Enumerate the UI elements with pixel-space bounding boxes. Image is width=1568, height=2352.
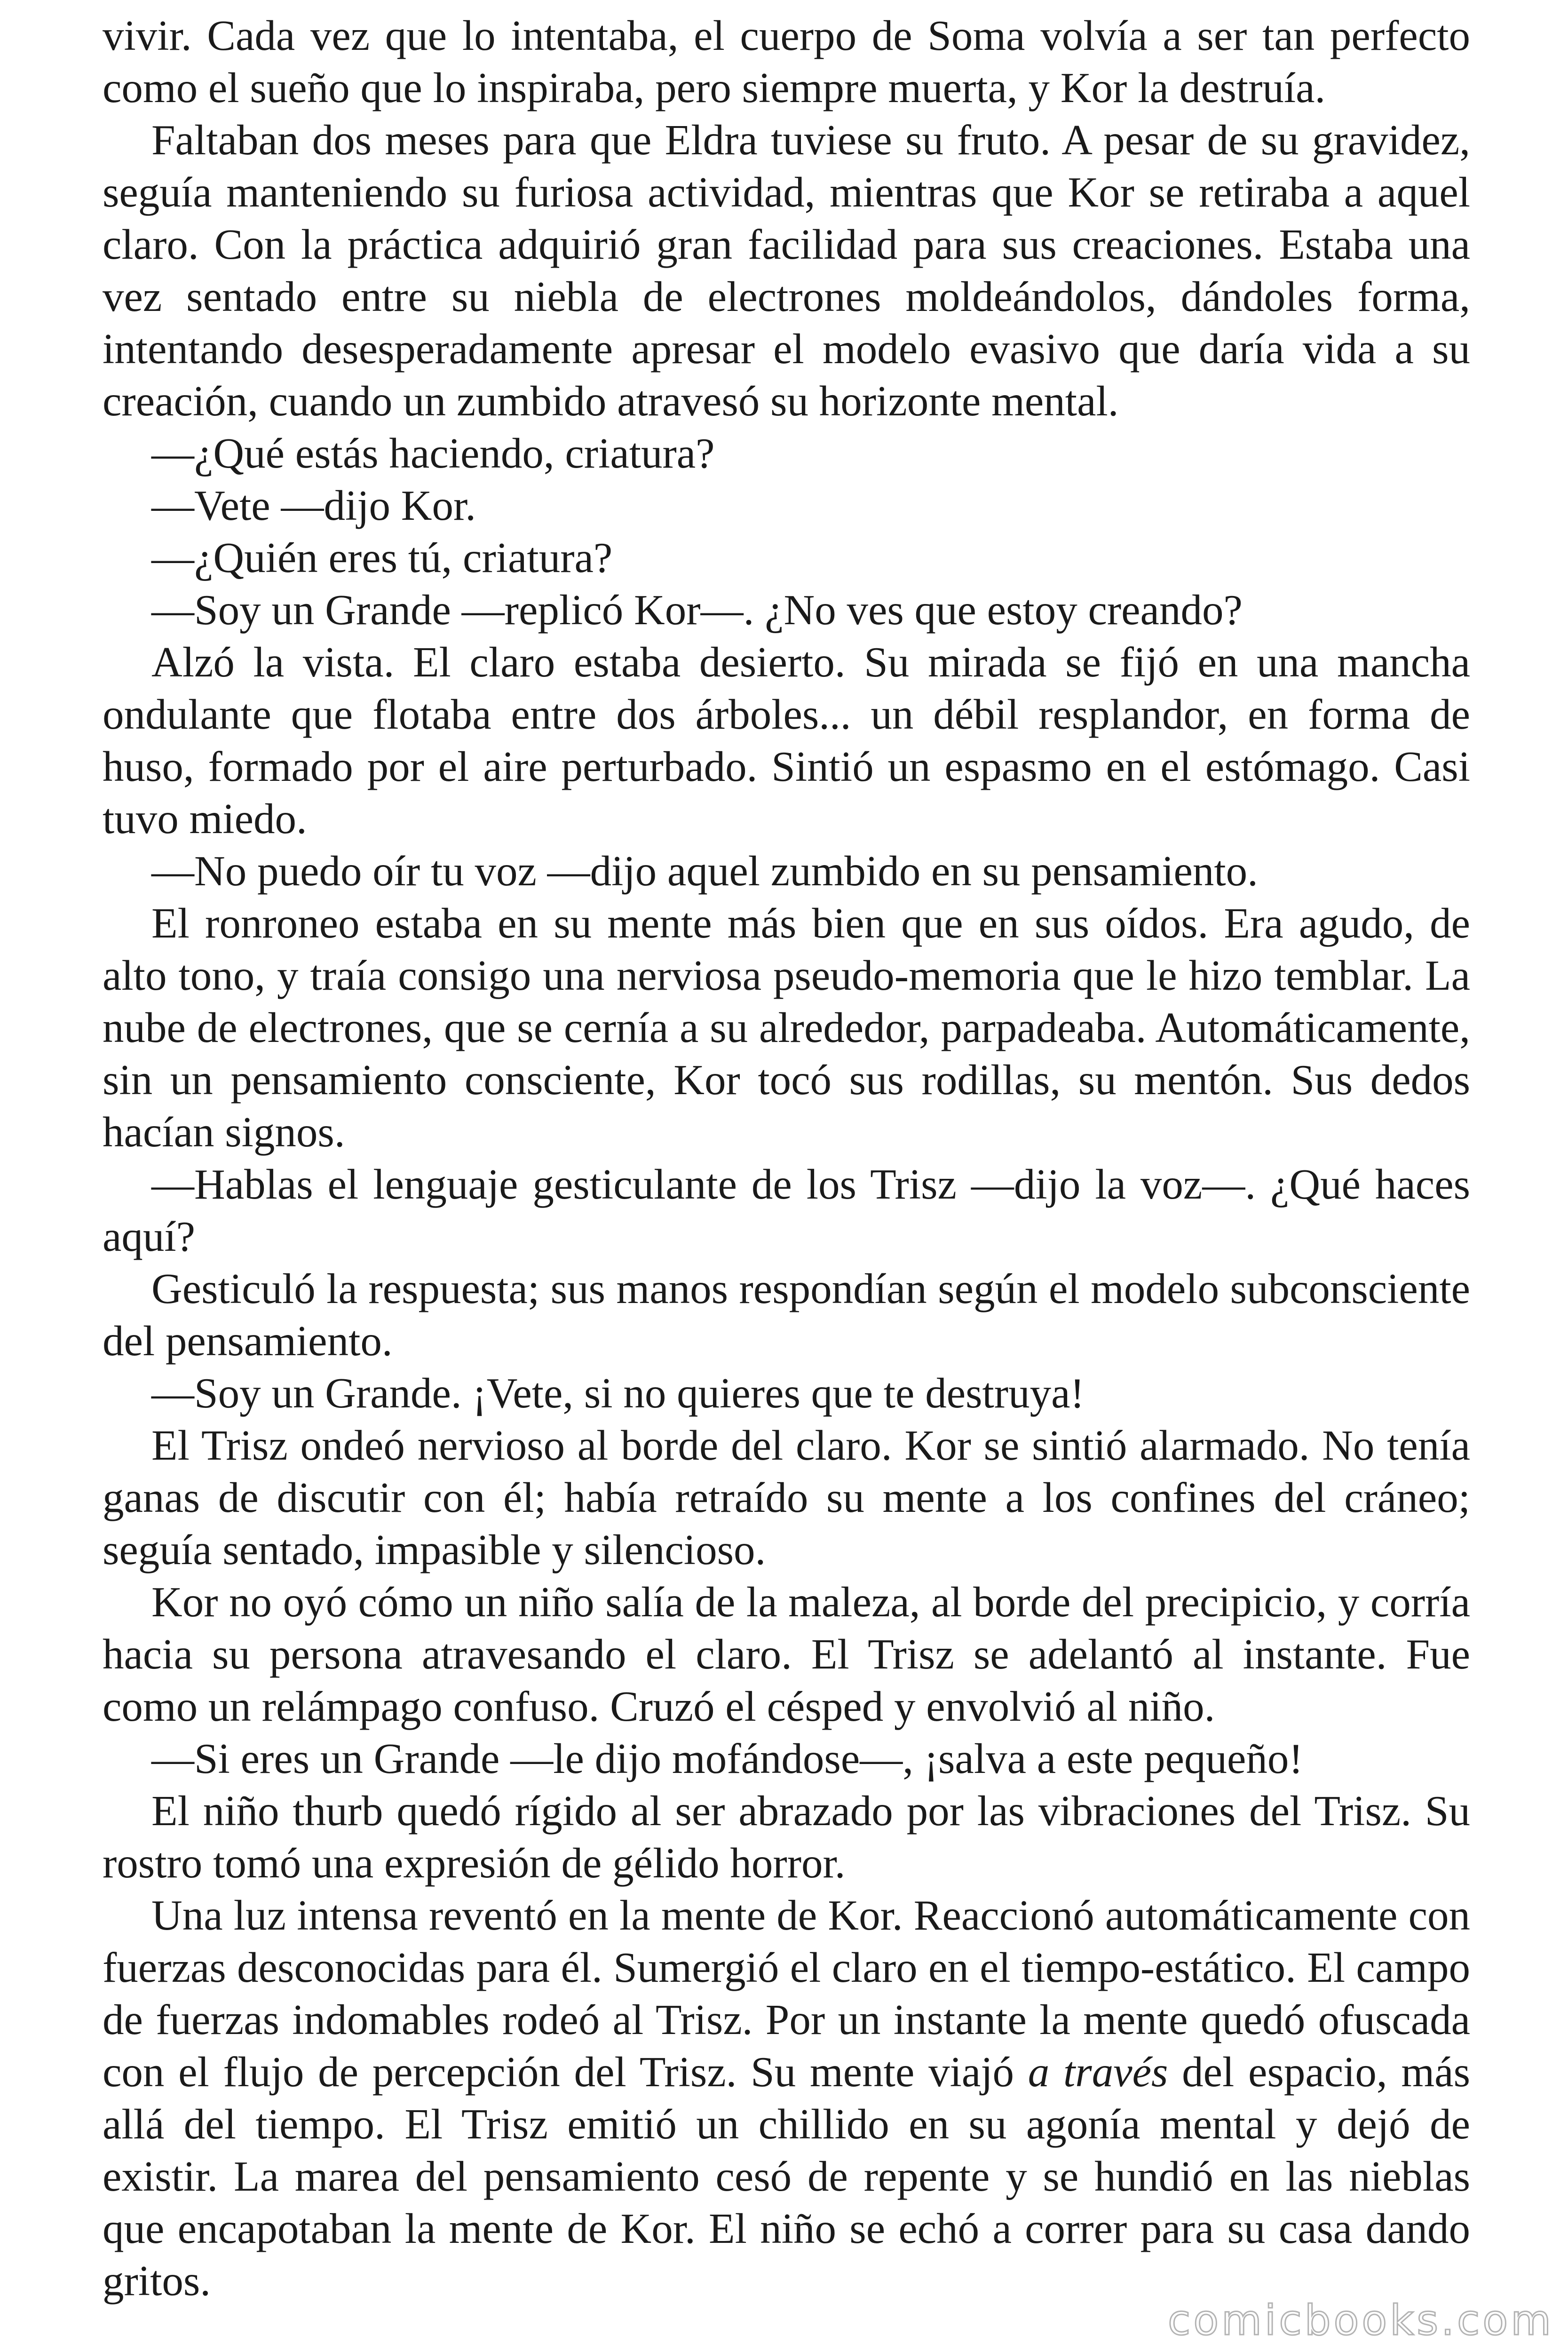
watermark: comicbooks.com [1167, 2296, 1554, 2344]
dialogue-line: —Soy un Grande —replicó Kor—. ¿No ves que estoy creando? [151, 586, 1243, 634]
paragraph: Faltaban dos meses para que Eldra tuviese su fruto. A pesar de su gravidez, seguía manteniendo su furiosa actividad, mientras que Kor se retiraba a aquel claro. Con la práctica adquirió gran facilidad para sus creaciones. Estaba una vez sentado entre su niebla de electrones moldeándolos, dándoles forma, intentando desesperadamente apresar el modelo evasivo que daría vida a su creación, cuando un zumbido atravesó su horizonte mental. [103, 116, 1470, 425]
paragraph: El ronroneo estaba en su mente más bien que en sus oídos. Era agudo, de alto tono, y traía consigo una nerviosa pseudo-memoria que le hizo temblar. La nube de electrones, que se cernía a su alrededor, parpadeaba. Automáticamente, sin un pensamiento consciente, Kor tocó sus rodillas, su mentón. Sus dedos hacían signos. [103, 899, 1470, 1156]
book-page-text [103, 9, 1470, 2307]
dialogue-line: —¿Qué estás haciendo, criatura? [151, 429, 715, 477]
paragraph: Kor no oyó cómo un niño salía de la maleza, al borde del precipicio, y corría hacia su persona atravesando el claro. El Trisz se adelantó al instante. Fue como un relámpago confuso. Cruzó el césped y envolvió al niño. [103, 1578, 1470, 1730]
dialogue-line: —Si eres un Grande —le dijo mofándose—, ¡salva a este pequeño! [151, 1735, 1303, 1782]
paragraph: El niño thurb quedó rígido al ser abrazado por las vibraciones del Trisz. Su rostro tomó una expresión de gélido horror. [103, 1787, 1470, 1887]
paragraph: vivir. Cada vez que lo intentaba, el cuerpo de Soma volvía a ser tan perfecto como el sueño que lo inspiraba, pero siempre muerta, y Kor la destruía. [103, 12, 1470, 111]
dialogue-line: —Soy un Grande. ¡Vete, si no quieres que te destruya! [151, 1369, 1085, 1417]
paragraph: Alzó la vista. El claro estaba desierto. Su mirada se fijó en una mancha ondulante que flotaba entre dos árboles... un débil resplandor, en forma de huso, formado por el aire perturbado. Sintió un espasmo en el estómago. Casi tuvo miedo. [103, 638, 1470, 842]
dialogue-line: —Hablas el lenguaje gesticulante de los Trisz —dijo la voz—. ¿Qué haces aquí? [103, 1160, 1470, 1260]
dialogue-line: —No puedo oír tu voz —dijo aquel zumbido en su pensamiento. [151, 847, 1258, 895]
paragraph [103, 1889, 1470, 2307]
dialogue-line: —¿Quién eres tú, criatura? [151, 534, 613, 581]
paragraph-text-before: Una luz intensa reventó en la mente de Kor. Reaccionó automáticamente con fuerzas desconocidas para él. Sumergió el claro en el tiempo-estático. El campo de fuerzas indomables rodeó al Trisz. Por un instante la mente quedó ofuscada con el flujo de percepción del Trisz. Su mente viajó [103, 1891, 1470, 2096]
italic-phrase: a través [1028, 2048, 1168, 2096]
paragraph-text-after: del espacio, más allá del tiempo. El Trisz emitió un chillido en su agonía mental y dejó de existir. La marea del pensamiento cesó de repente y se hundió en las nieblas que encapotaban la mente de Kor. El niño se echó a correr para su casa dando gritos. [103, 2048, 1470, 2304]
paragraph: El Trisz ondeó nervioso al borde del claro. Kor se sintió alarmado. No tenía ganas de discutir con él; había retraído su mente a los confines del cráneo; seguía sentado, impasible y silencioso. [103, 1422, 1470, 1573]
paragraph: Gesticuló la respuesta; sus manos respondían según el modelo subconsciente del pensamiento. [103, 1265, 1470, 1365]
dialogue-line: —Vete —dijo Kor. [151, 482, 476, 529]
